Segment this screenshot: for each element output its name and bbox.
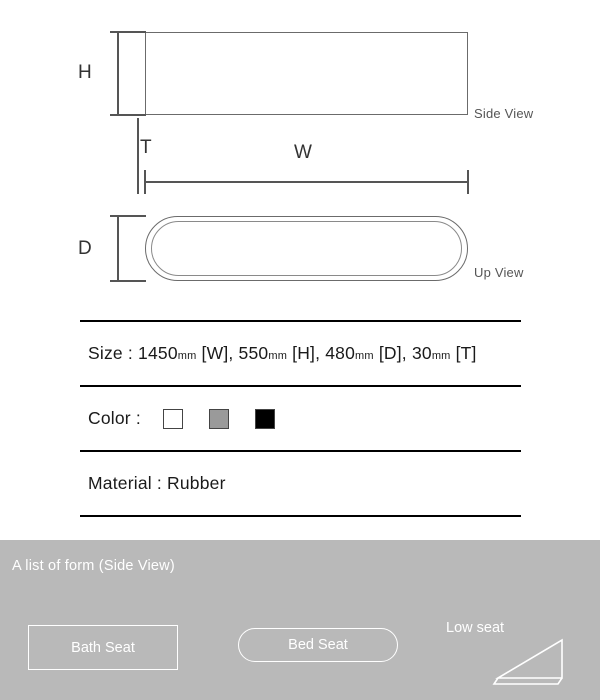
size-height-unit: mm (268, 350, 288, 362)
size-depth-value: 480 (325, 343, 356, 363)
spec-row-color (80, 387, 521, 450)
form-list-panel (0, 540, 600, 700)
depth-dimension-tick-bottom (110, 280, 146, 282)
form-item-bed-seat-label: Bed Seat (288, 637, 348, 653)
size-label: Size : (88, 343, 139, 363)
size-width-value: 1450 (138, 343, 178, 363)
color-swatches (163, 409, 275, 429)
form-item-bath-seat-label: Bath Seat (71, 639, 135, 656)
color-swatch-gray[interactable] (209, 409, 229, 429)
thickness-extension-line (137, 118, 139, 170)
size-height-tag: [H], (287, 343, 326, 363)
form-item-low-seat-label: Low seat (446, 620, 505, 636)
spec-row-size (80, 322, 521, 385)
form-list-title: A list of form (Side View) (12, 558, 175, 574)
size-depth-unit: mm (355, 350, 374, 362)
size-height-value: 550 (238, 343, 269, 363)
form-item-bath-seat[interactable] (28, 625, 178, 670)
height-dimension-label: H (78, 62, 92, 83)
depth-dimension-label: D (78, 238, 92, 259)
height-dimension-line (117, 32, 119, 115)
up-view-shape-inner (151, 221, 462, 276)
height-dimension-tick-bottom (110, 114, 146, 116)
color-swatch-black[interactable] (255, 409, 275, 429)
width-dimension-tick-left (144, 170, 146, 194)
depth-dimension-line (117, 216, 119, 281)
side-view-shape (145, 32, 468, 115)
size-depth-tag: [D], (373, 343, 412, 363)
divider-bottom (80, 515, 521, 517)
thickness-dimension-tick (137, 170, 139, 194)
up-view-label: Up View (474, 265, 524, 280)
side-view-label: Side View (474, 106, 534, 121)
size-width-unit: mm (177, 350, 197, 362)
height-dimension-tick-top (110, 31, 146, 33)
size-thickness-value: 30 (411, 343, 432, 363)
width-dimension-line (145, 181, 468, 183)
size-text (88, 343, 477, 364)
form-item-bed-seat[interactable] (238, 628, 398, 662)
size-width-tag: [W], (196, 343, 239, 363)
color-swatch-white[interactable] (163, 409, 183, 429)
size-thickness-unit: mm (431, 350, 451, 362)
spec-table (80, 320, 521, 517)
size-thickness-tag: [T] (450, 343, 477, 363)
color-label: Color : (88, 408, 141, 428)
material-label: Material : Rubber (88, 473, 226, 493)
width-dimension-tick-right (467, 170, 469, 194)
spec-row-material (80, 452, 521, 515)
depth-dimension-tick-top (110, 215, 146, 217)
low-seat-wedge-icon[interactable] (492, 638, 572, 691)
thickness-dimension-label: T (140, 137, 152, 158)
width-dimension-label: W (294, 142, 312, 163)
